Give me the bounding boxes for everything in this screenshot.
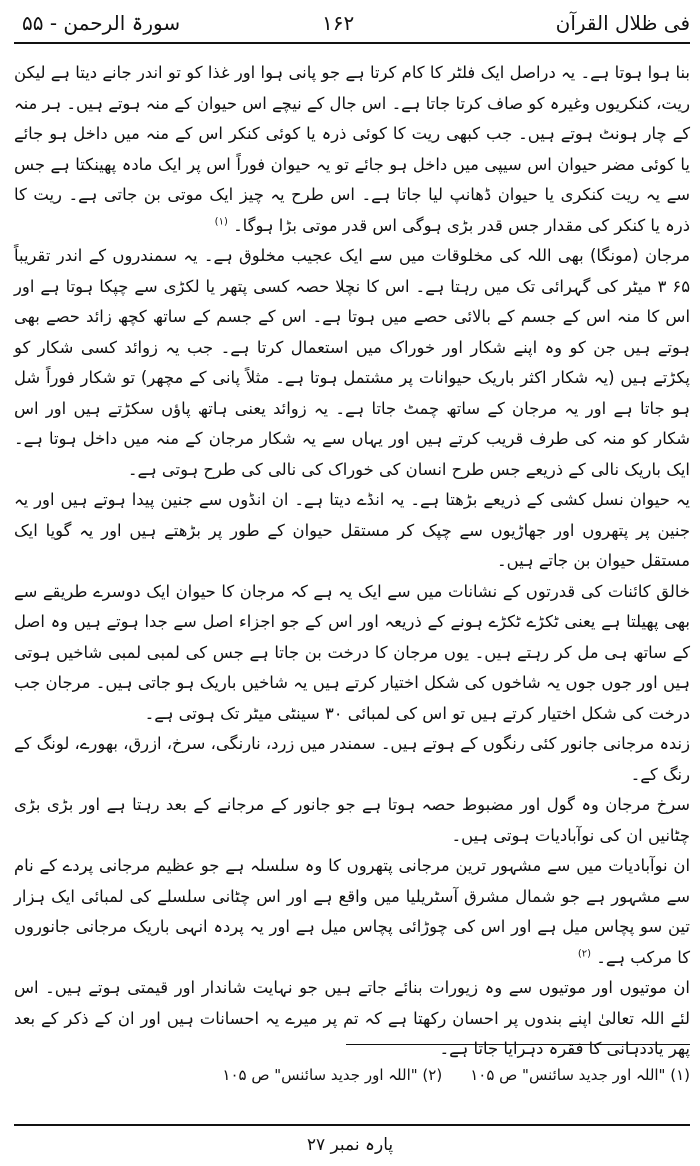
juz-label: پارہ نمبر ۲۷: [306, 1135, 394, 1155]
surah-title: سورۃ الرحمن - ۵۵: [22, 11, 181, 35]
page-number: ۱۶۲: [322, 11, 355, 35]
paragraph: ان نوآبادیات میں سے مشہور ترین مرجانی پتھروں کا وہ سلسلہ ہے جو عظیم مرجانی پردے کے نام سے مشہور ہے جو شمال مشرق آسٹریلیا میں واقع ہے اور اس چٹانی سلسلے کی لمبائی ایک ہزار تین سو پچاس میل ہے اور اس کی چوڑائی پچاس میل ہے اور یہ پردہ انہی باریک مرجانی جانوروں کا مرکب ہے۔ $^{(۲)}$: [14, 856, 690, 967]
book-title: فی ظلال القرآن: [555, 11, 690, 35]
paragraph: سرخ مرجان وہ گول اور مضبوط حصہ ہوتا ہے جو جانور کے مرجانے کے بعد رہتا ہے اور بڑی بڑی چٹانیں ان کی نوآبادیات ہوتی ہیں۔: [14, 795, 690, 845]
footnote-ref: (۲): [577, 948, 592, 960]
footnote-ref: (۱): [214, 216, 228, 228]
paragraph: ان موتیوں اور موتیوں سے وہ زیورات بنائے جاتے ہیں جو نہایت شاندار اور قیمتی ہوتے ہیں۔ اس لئے اللہ تعالیٰ اپنے بندوں پر احسان رکھتا ہے کہ تم پر میرے یہ احسانات ہیں اور ان کے ذکر کے بعد پھر یاددہانی کا فقرہ دہرایا جاتا ہے۔: [14, 978, 690, 1058]
header-divider: [14, 42, 690, 44]
page-header: [14, 4, 690, 42]
paragraph: زندہ مرجانی جانور کئی رنگوں کے ہوتے ہیں۔ سمندر میں زرد، نارنگی، سرخ، ازرق، بھورے، لونگ کے رنگ کے۔: [14, 734, 690, 784]
footnote-1: (۱) "اللہ اور جدید سائنس" ص ۱۰۵: [470, 1066, 690, 1084]
footnote-divider: [346, 1044, 690, 1045]
paragraph: خالق کائنات کی قدرتوں کے نشانات میں سے ایک یہ ہے کہ مرجان کا حیوان ایک دوسرے طریقے سے بھی پھیلتا ہے یعنی ٹکڑے ٹکڑے ہونے کے ذریعہ اور اس کے جو اجزاء اصل سے جدا ہوتے ہیں وہ اصل کے ساتھ ہی مل کر رہتے ہیں۔ یوں مرجان کا درخت بن جاتا ہے جس کی لمبی لمبی شاخیں ہوتی ہیں اور جوں جوں یہ شاخوں کی شکل اختیار کرتے ہیں یہ شاخیں باریک ہو جاتی ہیں۔ مرجان جب درخت کی شکل اختیار کرتے ہیں تو اس کی لمبائی ۳۰ سینٹی میٹر تک ہوتی ہے۔: [14, 581, 690, 723]
paragraph: مرجان (مونگا) بھی اللہ کی مخلوقات میں سے ایک عجیب مخلوق ہے۔ یہ سمندروں کے اندر تقریباً ۶۵ ۳ میٹر کی گہرائی تک میں رہتا ہے۔ اس کا نچلا حصہ کسی پتھر یا لکڑی سے چپکا ہوتا ہے اور اس کا منہ اس کے جسم کے بالائی حصے میں ہوتا ہے۔ اس کے جسم کے ساتھ کچھ زائد حصے بھی ہوتے ہیں جن کو وہ اپنے شکار اور خوراک میں استعمال کرتا ہے۔ جب یہ زوائد کسی شکار کو پکڑتے ہیں (یہ شکار اکثر باریک حیوانات پر مشتمل ہوتا ہے۔ مثلاً پانی کے مچھر) تو شکار فوراً شل ہو جاتا ہے اور یہ مرجان کے ساتھ چمٹ جاتا ہے۔ یہ زوائد یعنی ہاتھ پاؤں سکڑتے ہیں اور اس شکار کو منہ کی طرف قریب کرتے ہیں اور یہاں سے یہ شکار مرجان کے منہ میں داخل ہوتا ہے۔ ایک باریک نالی کے ذریعے جس طرح انسان کی خوراک کی نالی کی طرح ہوتی ہے۔: [14, 246, 690, 479]
paragraph: بنا ہوا ہوتا ہے۔ یہ دراصل ایک فلٹر کا کام کرتا ہے جو پانی ہوا اور غذا کو تو اندر جانے دیتا ہے لیکن ریت، کنکریوں وغیرہ کو صاف کرتا جاتا ہے۔ اس جال کے نیچے اس حیوان کے منہ ہوتے ہیں۔ ہر منہ کے چار ہونٹ ہوتے ہیں۔ جب کبھی ریت کا کوئی ذرہ یا کوئی کنکر اس کے منہ میں داخل ہو جائے یا کوئی مضر حیوان اس سیپی میں داخل ہو جائے تو یہ حیوان فوراً اس پر ایک مادہ پھینکتا ہے جس سے یہ ریت کنکری یا حیوان ڈھانپ لیا جاتا ہے۔ اس طرح یہ چیز ایک موتی بن جاتی ہے۔ ریت کا ذرہ یا کنکر کی مقدار جس قدر بڑی ہوگی اس قدر موتی بڑا ہوگا۔ $^{(۱)}$: [14, 63, 690, 235]
footnotes: [14, 1063, 690, 1087]
footer-divider: [14, 1124, 690, 1126]
footnote-2: (۲) "اللہ اور جدید سائنس" ص ۱۰۵: [222, 1066, 443, 1084]
body-text: [14, 58, 690, 1065]
paragraph: یہ حیوان نسل کشی کے ذریعے بڑھتا ہے۔ یہ انڈے دیتا ہے۔ ان انڈوں سے جنین پیدا ہوتے ہیں اور یہ جنین پر پتھروں اور جھاڑیوں سے چپک کر مستقل حیوان کے طور پر بڑھتے ہیں اور یہ گویا ایک مستقل حیوان بن جاتے ہیں۔: [14, 490, 690, 570]
